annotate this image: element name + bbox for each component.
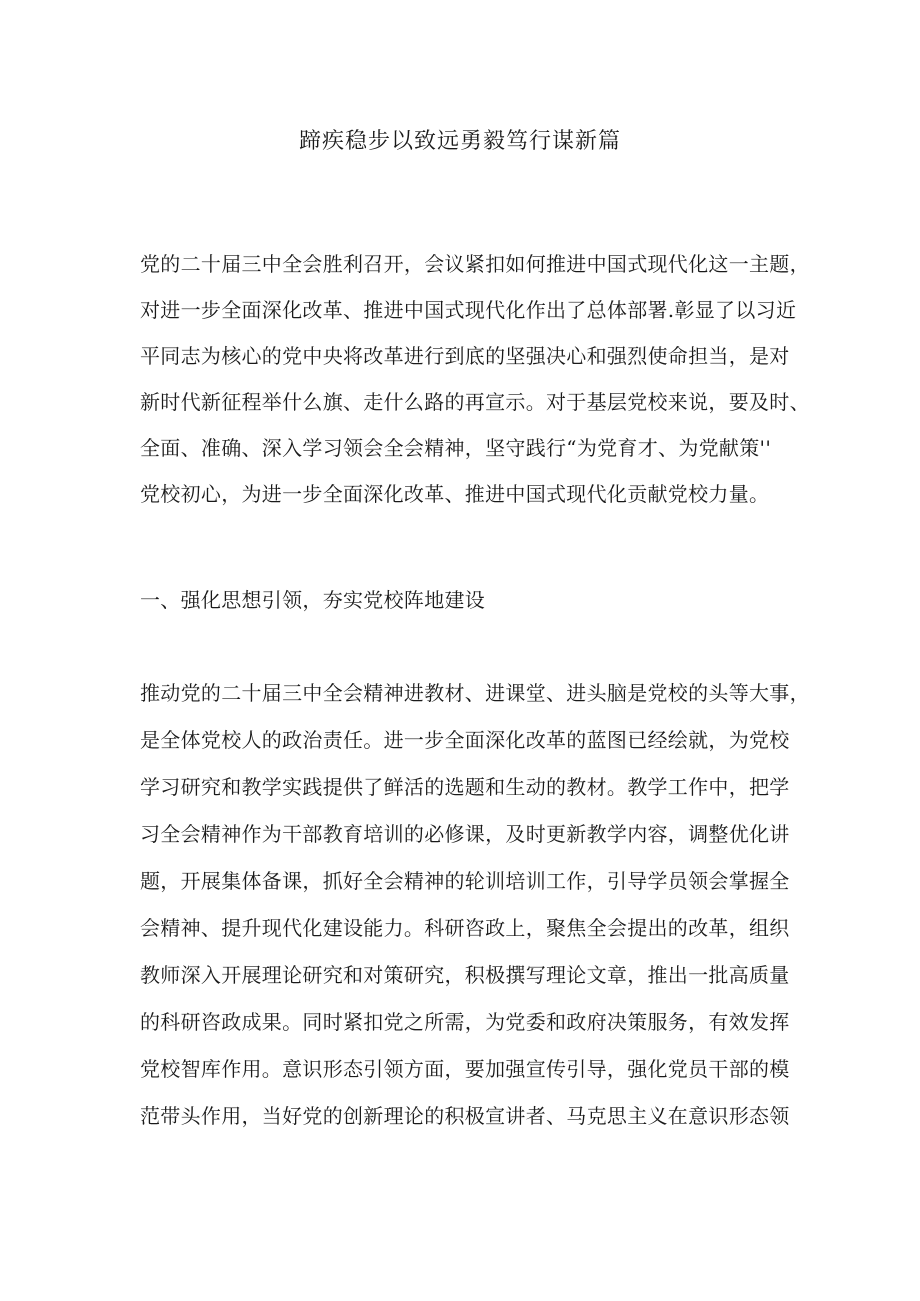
paragraph-line: 会精神、提升现代化建设能力。科研咨政上，聚焦全会提出的改革，组织 bbox=[140, 916, 790, 940]
paragraph-line: 平同志为核心的党中央将改革进行到底的坚强决心和强烈使命担当，是对 bbox=[140, 344, 790, 368]
paragraph-line: 范带头作用，当好党的创新理论的积极宣讲者、马克思主义在意识形态领 bbox=[140, 1104, 790, 1128]
paragraph-line: 教师深入开展理论研究和对策研究，积极撰写理论文章，推出一批高质量 bbox=[140, 963, 790, 987]
paragraph-line: 的科研咨政成果。同时紧扣党之所需，为党委和政府决策服务，有效发挥 bbox=[140, 1010, 790, 1034]
document-title: 蹄疾稳步以致远勇毅笃行谋新篇 bbox=[298, 129, 621, 154]
paragraph-line: 党的二十届三中全会胜利召开，会议紧扣如何推进中国式现代化这一主题， bbox=[140, 252, 810, 276]
paragraph-line: 推动党的二十届三中全会精神进教材、进课堂、进头脑是党校的头等大事， bbox=[140, 681, 810, 705]
paragraph-line: 党校智库作用。意识形态引领方面，要加强宣传引导，强化党员干部的模 bbox=[140, 1057, 790, 1081]
paragraph-line: 题，开展集体备课，抓好全会精神的轮训培训工作，引导学员领会掌握全 bbox=[140, 869, 790, 893]
paragraph-line: 党校初心，为进一步全面深化改革、推进中国式现代化贡献党校力量。 bbox=[140, 482, 770, 506]
paragraph-line: 习全会精神作为干部教育培训的必修课，及时更新教学内容，调整优化讲 bbox=[140, 822, 790, 846]
section-heading: 一、强化思想引领，夯实党校阵地建设 bbox=[140, 588, 486, 612]
paragraph-line: 是全体党校人的政治责任。进一步全面深化改革的蓝图已经绘就，为党校 bbox=[140, 728, 790, 752]
paragraph-line: 学习研究和教学实践提供了鲜活的选题和生动的教材。教学工作中，把学 bbox=[140, 775, 790, 799]
paragraph-line: 对进一步全面深化改革、推进中国式现代化作出了总体部署.彰显了以习近 bbox=[140, 298, 797, 322]
paragraph-line: 全面、准确、深入学习领会全会精神，坚守践行“为党育才、为党献策'' bbox=[140, 436, 772, 460]
paragraph-line: 新时代新征程举什么旗、走什么路的再宣示。对于基层党校来说，要及时、 bbox=[140, 390, 810, 414]
